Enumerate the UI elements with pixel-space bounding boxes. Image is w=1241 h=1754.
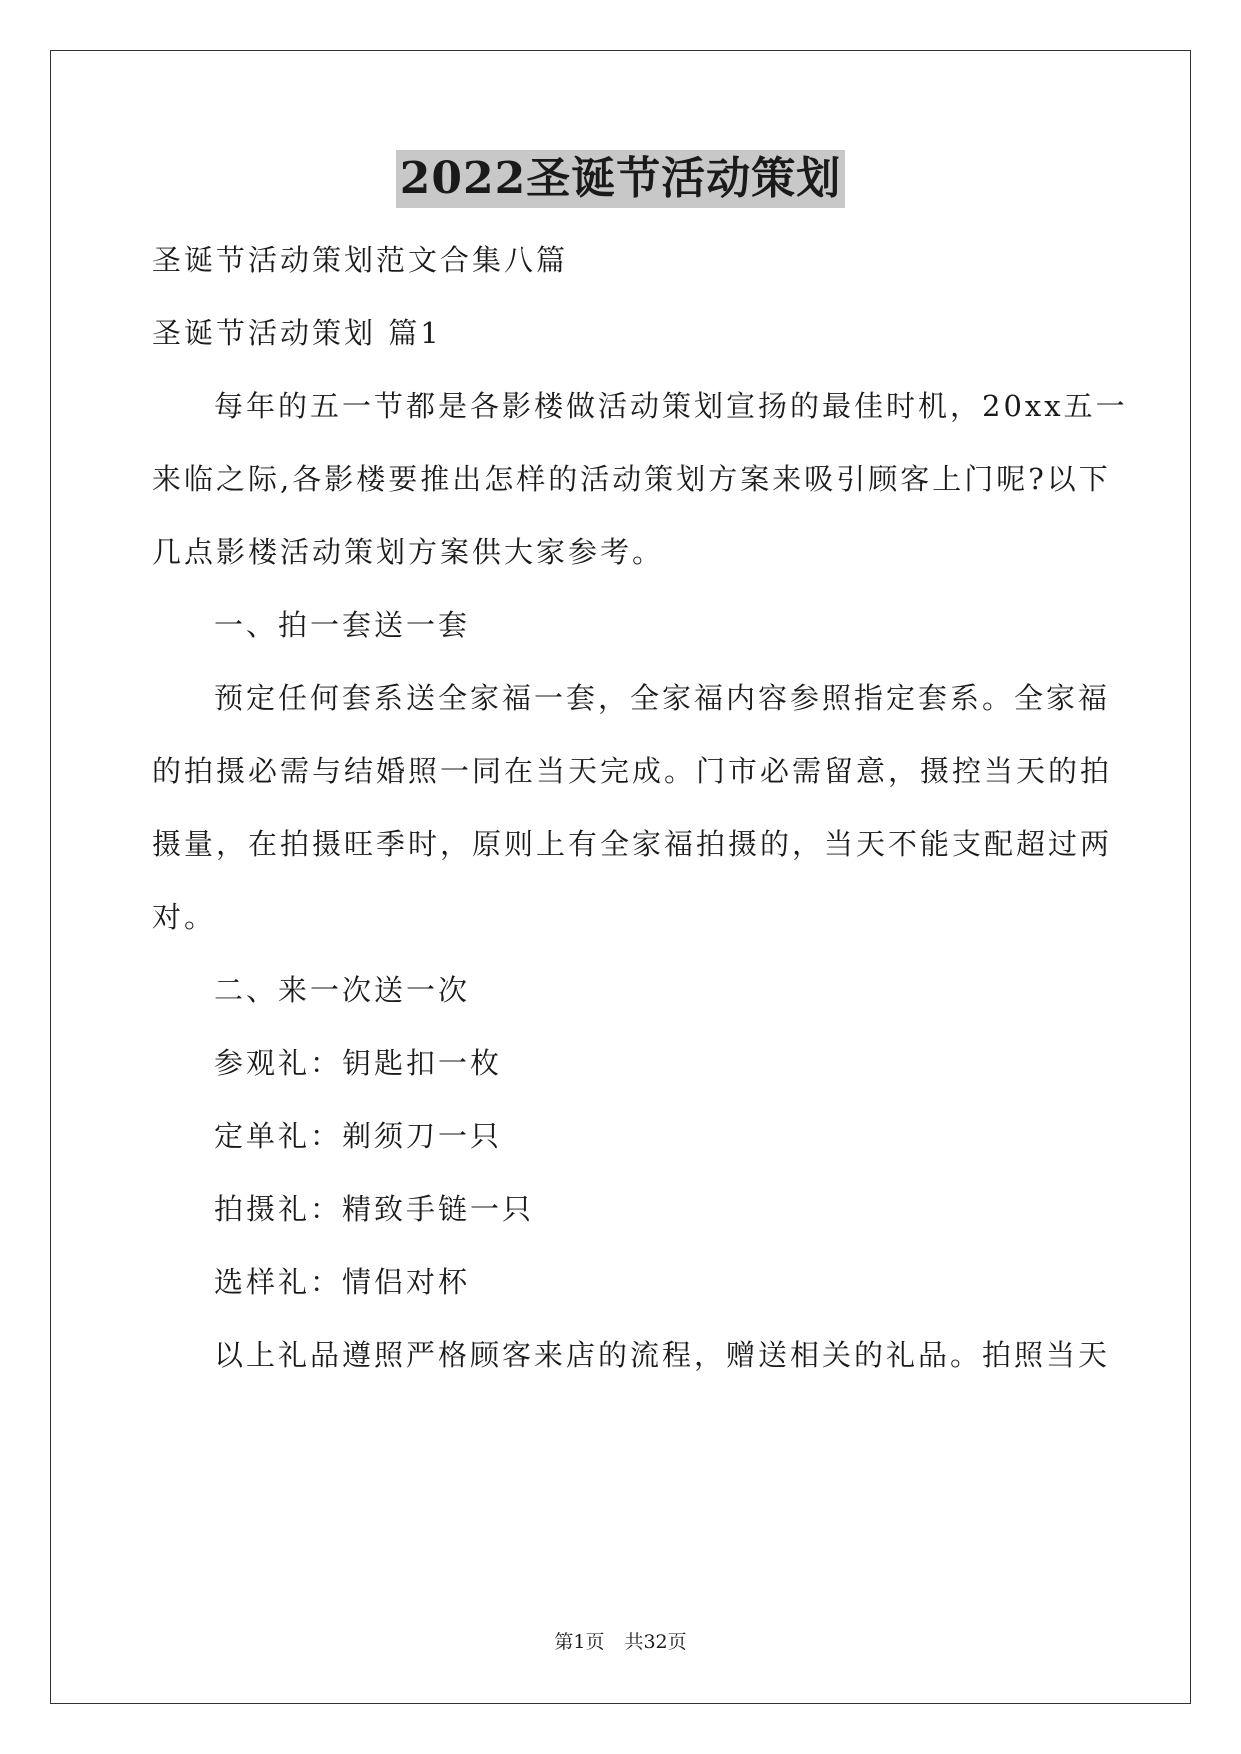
list-item: 选样礼：情侣对杯 — [214, 1265, 471, 1299]
paragraph-line: 几点影楼活动策划方案供大家参考。 — [152, 535, 665, 569]
paragraph-line: 预定任何套系送全家福一套，全家福内容参照指定套系。全家福 — [214, 681, 1111, 715]
document-title: 2022圣诞节活动策划 — [396, 150, 845, 208]
paragraph-line: 来临之际,各影楼要推出怎样的活动策划方案来吸引顾客上门呢?以下 — [152, 462, 1111, 496]
subtitle-line: 圣诞节活动策划范文合集八篇 — [152, 243, 569, 277]
page-number: 第1页 — [554, 1631, 605, 1653]
page-border — [50, 50, 1191, 1704]
paragraph-line: 对。 — [152, 900, 217, 934]
list-item: 参观礼：钥匙扣一枚 — [214, 1046, 503, 1080]
paragraph-line: 以上礼品遵照严格顾客来店的流程，赠送相关的礼品。拍照当天 — [214, 1338, 1111, 1372]
page-footer — [0, 1630, 1241, 1654]
list-heading: 二、来一次送一次 — [214, 973, 471, 1007]
list-item: 定单礼：剃须刀一只 — [214, 1119, 503, 1153]
list-item: 拍摄礼：精致手链一只 — [214, 1192, 535, 1226]
list-heading: 一、拍一套送一套 — [214, 608, 471, 642]
paragraph-line: 摄量，在拍摄旺季时，原则上有全家福拍摄的，当天不能支配超过两 — [152, 827, 1113, 861]
section-heading: 圣诞节活动策划 篇1 — [152, 316, 442, 350]
paragraph-line: 的拍摄必需与结婚照一同在当天完成。门市必需留意，摄控当天的拍 — [152, 754, 1113, 788]
title-container — [0, 150, 1241, 208]
page-total: 共32页 — [624, 1631, 687, 1653]
paragraph-line: 每年的五一节都是各影楼做活动策划宣扬的最佳时机，20xx五一 — [214, 389, 1128, 423]
